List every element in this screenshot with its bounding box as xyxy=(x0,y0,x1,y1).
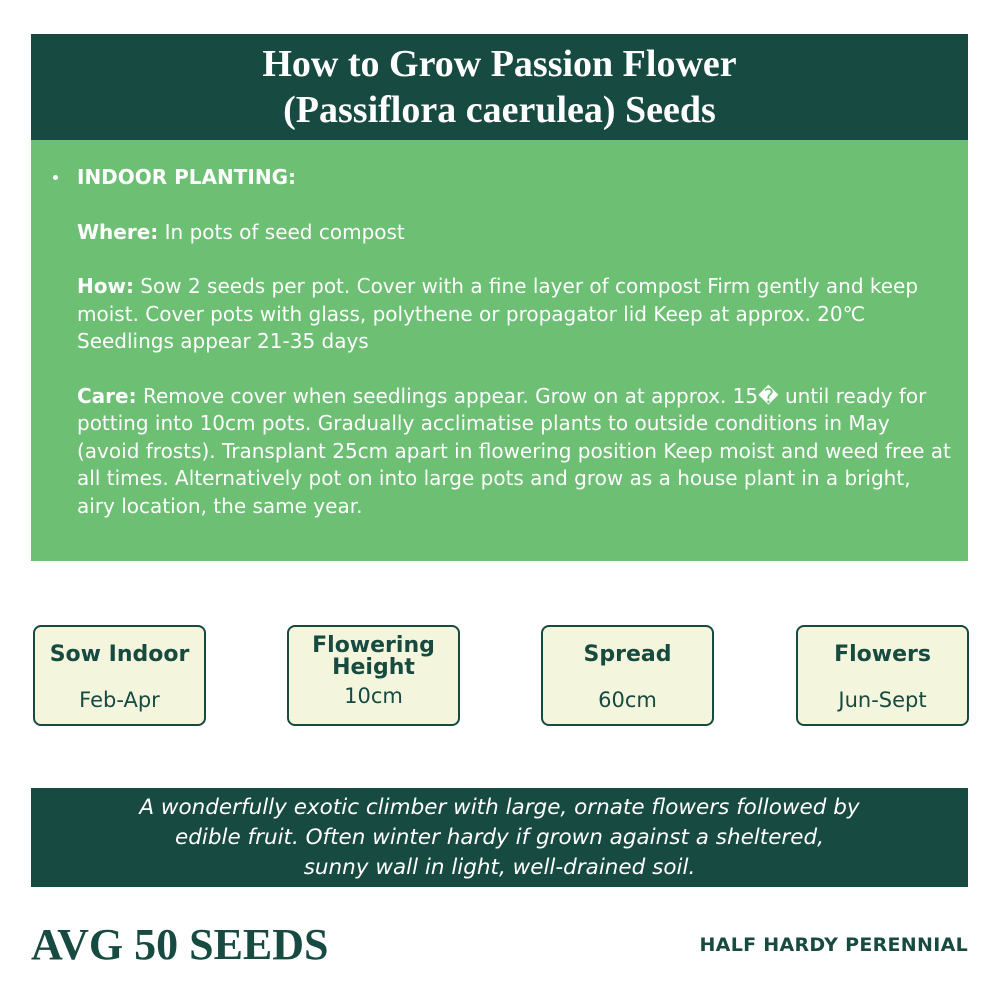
how-paragraph xyxy=(77,273,952,356)
stat-card-title: Flowering Height xyxy=(312,633,435,680)
page-title-line-2: (Passiflora caerulea) Seeds xyxy=(283,89,716,131)
stat-card-value: 10cm xyxy=(344,684,403,708)
page-title-banner xyxy=(31,34,968,140)
care-text: Remove cover when seedlings appear. Grow on at approx. 15� until ready for potting into 10cm pots. Gradually acclimatise plants to outside conditions in May (avoid frosts). Transplant 25cm apart in flowering position Keep moist and weed free at all times. Alternatively pot on into large pots and grow as a house plant in a bright, airy location, the same year. xyxy=(77,383,951,518)
seed-count: AVG 50 SEEDS xyxy=(31,920,329,969)
where-text: In pots of seed compost xyxy=(158,219,405,244)
plant-type-label: HALF HARDY PERENNIAL xyxy=(699,934,968,956)
stat-card-sow-indoor xyxy=(33,625,206,726)
how-text: Sow 2 seeds per pot. Cover with a fine layer of compost Firm gently and keep moist. Cover pots with glass, polythene or propagator lid Keep at approx. 20℃ Seedlings appear 21-35 days xyxy=(77,274,919,353)
description-line-1: A wonderfully exotic climber with large, ornate flowers followed by xyxy=(139,794,860,820)
how-label: How: xyxy=(77,274,134,298)
description-line-3: sunny wall in light, well-drained soil. xyxy=(303,854,696,880)
care-paragraph xyxy=(77,383,952,521)
section-heading xyxy=(77,164,952,192)
stat-card-spread xyxy=(541,625,714,726)
stat-card-title: Sow Indoor xyxy=(49,642,190,667)
stat-card-value: Feb-Apr xyxy=(79,688,160,712)
stat-card-title: Spread xyxy=(583,642,672,667)
description-line-2: edible fruit. Often winter hardy if grown against a sheltered, xyxy=(175,824,824,850)
section-heading-text: INDOOR PLANTING: xyxy=(77,165,297,189)
stat-card-value: 60cm xyxy=(598,688,657,712)
instructions-panel xyxy=(31,140,968,561)
where-paragraph xyxy=(77,219,952,247)
page-title-line-1: How to Grow Passion Flower xyxy=(262,43,737,85)
where-label: Where: xyxy=(77,219,159,244)
description-banner xyxy=(31,788,968,887)
stat-card-flowering-height xyxy=(287,625,460,726)
bullet-icon xyxy=(53,175,58,180)
stat-card-value: Jun-Sept xyxy=(838,688,927,712)
care-label: Care: xyxy=(77,383,137,408)
stat-card-flowers xyxy=(796,625,969,726)
stat-card-title: Flowers xyxy=(834,642,931,667)
